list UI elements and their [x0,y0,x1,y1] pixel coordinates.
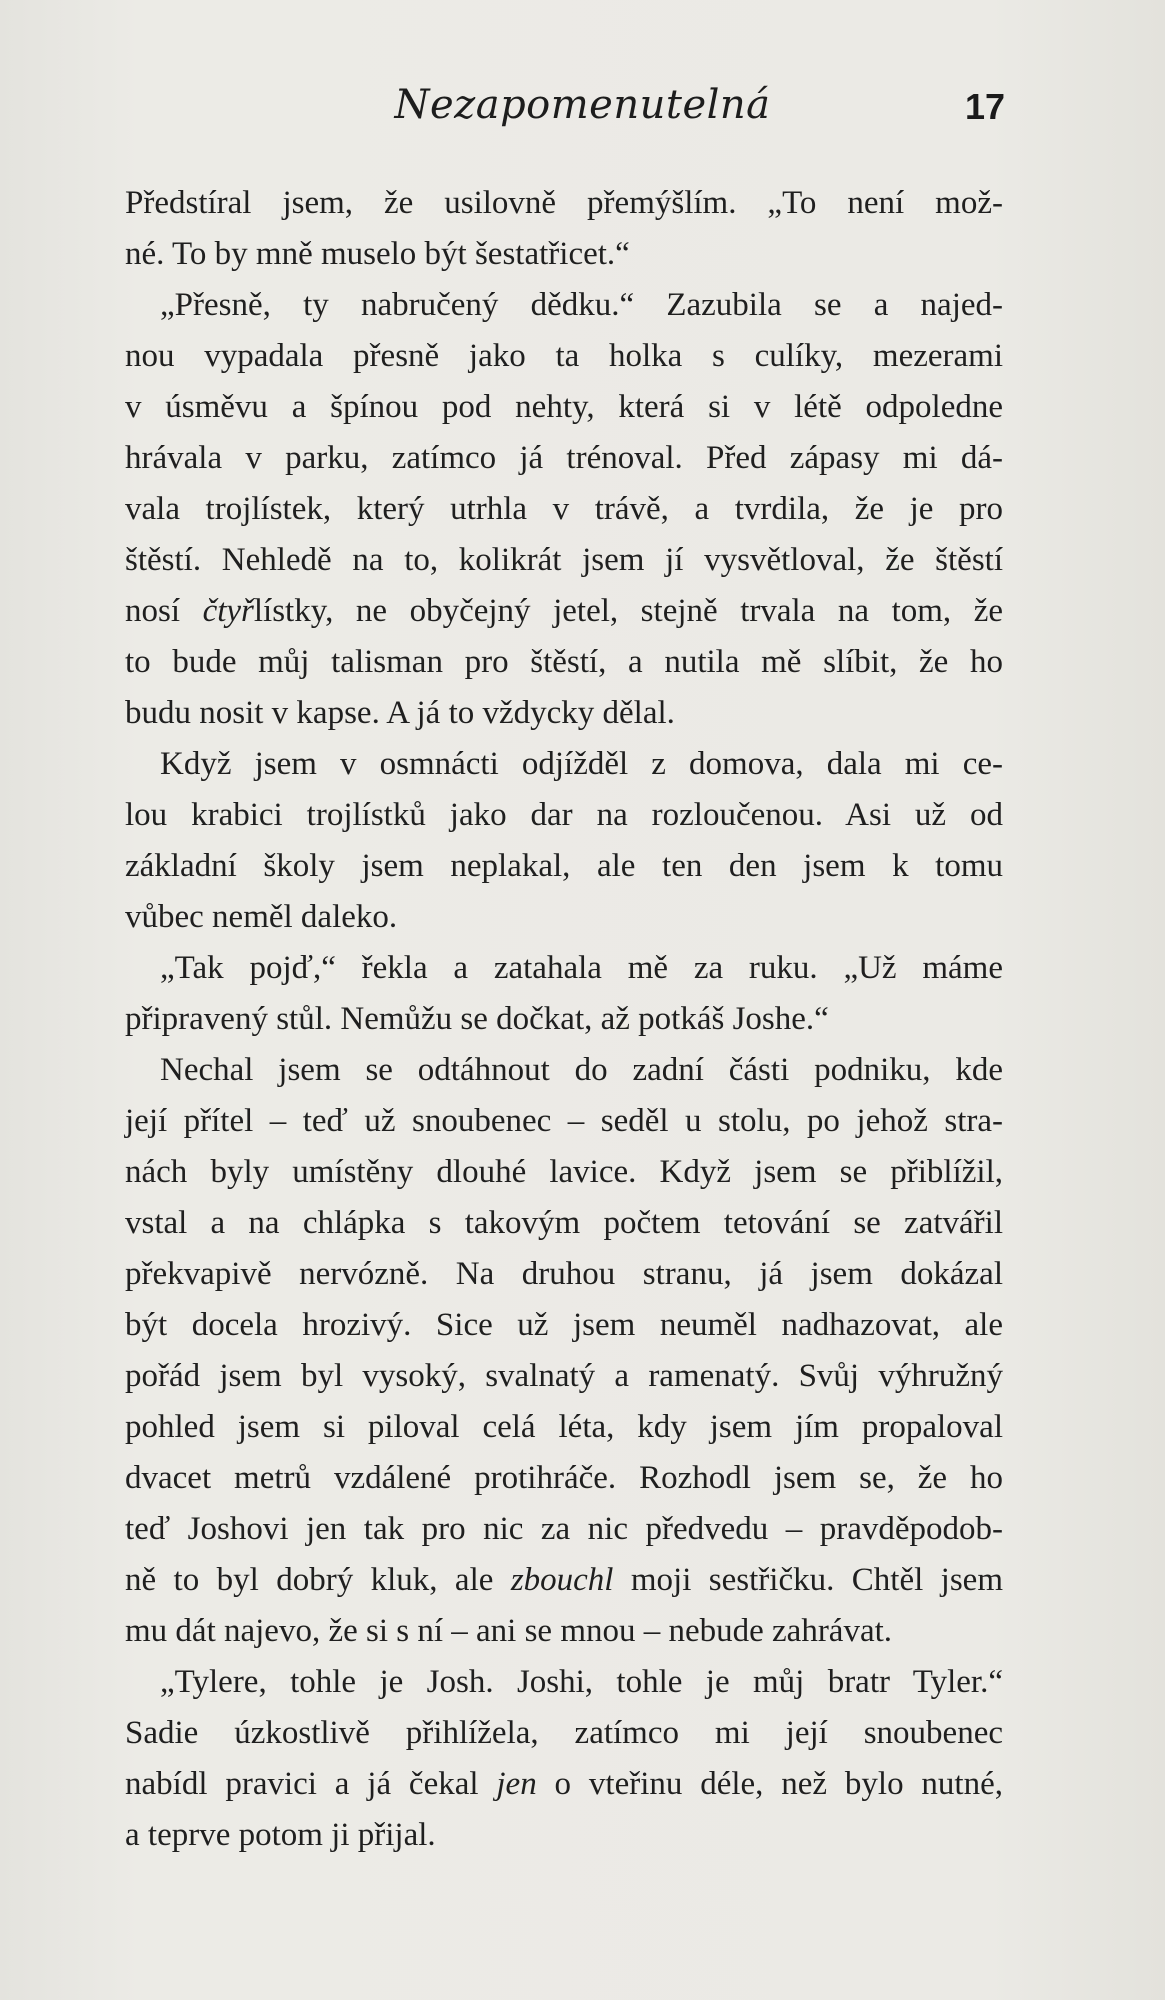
text-line: „Tylere, tohle je Josh. Joshi, tohle je můj bratr Tyler.“ [160,1664,1003,1700]
text-line: to bude můj talisman pro štěstí, a nutila mě slíbit, že ho [125,644,1003,680]
text-line: ně to byl dobrý kluk, ale zbouchl moji sestřičku. Chtěl jsem [125,1562,1003,1598]
text-line: základní školy jsem neplakal, ale ten den jsem k tomu [125,848,1003,884]
text-line: nách byly umístěny dlouhé lavice. Když jsem se přiblížil, [125,1154,1003,1190]
text-line: být docela hrozivý. Sice už jsem neuměl nadhazovat, ale [125,1307,1003,1343]
text-line: štěstí. Nehledě na to, kolikrát jsem jí vysvětloval, že štěstí [125,542,1003,578]
text-line: nou vypadala přesně jako ta holka s culíky, mezerami [125,338,1003,374]
page-number: 17 [964,86,1005,127]
text-line: lou krabici trojlístků jako dar na rozloučenou. Asi už od [125,797,1003,833]
paragraph [125,178,1003,280]
paragraph [125,739,1003,943]
text-line: mu dát najevo, že si s ní – ani se mnou – nebude zahrávat. [125,1613,893,1649]
text-line: „Tak pojď,“ řekla a zatahala mě za ruku. „Už máme [160,950,1003,986]
text-line: Nechal jsem se odtáhnout do zadní části podniku, kde [160,1052,1003,1088]
text-line: její přítel – teď už snoubenec – seděl u stolu, po jehož stra- [125,1103,1003,1139]
paragraph [125,280,1003,739]
text-line: vala trojlístek, který utrhla v trávě, a tvrdila, že je pro [125,491,1003,527]
text-line: vůbec neměl daleko. [125,899,398,935]
text-line: připravený stůl. Nemůžu se dočkat, až potkáš Joshe.“ [125,1001,829,1037]
text-line: hrávala v parku, zatímco já trénoval. Před zápasy mi dá- [125,440,1003,476]
text-line: Když jsem v osmnácti odjížděl z domova, dala mi ce- [160,746,1003,782]
text-line: „Přesně, ty nabručený dědku.“ Zazubila se a najed- [160,287,1003,323]
text-line: pohled jsem si piloval celá léta, kdy jsem jím propaloval [125,1409,1003,1445]
paragraph [125,1045,1003,1657]
text-line: budu nosit v kapse. A já to vždycky dělal. [125,695,675,731]
text-line: nabídl pravici a já čekal jen o vteřinu déle, než bylo nutné, [125,1766,1003,1802]
text-line: Předstíral jsem, že usilovně přemýšlím. „To není mož- [125,185,1003,221]
text-line: překvapivě nervózně. Na druhou stranu, já jsem dokázal [125,1256,1003,1292]
text-line: pořád jsem byl vysoký, svalnatý a ramenatý. Svůj výhružný [125,1358,1003,1394]
text-line: Sadie úzkostlivě přihlížela, zatímco mi její snoubenec [125,1715,1003,1751]
text-line: né. To by mně muselo být šestatřicet.“ [125,236,630,272]
text-line: teď Joshovi jen tak pro nic za nic předvedu – pravděpodob- [125,1511,1003,1547]
paragraph [125,1657,1003,1861]
body-text [125,178,1003,1861]
text-line: nosí čtyřlístky, ne obyčejný jetel, stejně trvala na tom, že [125,593,1003,629]
text-line: a teprve potom ji přijal. [125,1817,436,1853]
running-title: Nezapomenutelná [394,82,771,128]
text-line: vstal a na chlápka s takovým počtem tetování se zatvářil [125,1205,1003,1241]
text-line: dvacet metrů vzdálené protihráče. Rozhodl jsem se, že ho [125,1460,1003,1496]
text-line: v úsměvu a špínou pod nehty, která si v létě odpoledne [125,389,1003,425]
paragraph [125,943,1003,1045]
